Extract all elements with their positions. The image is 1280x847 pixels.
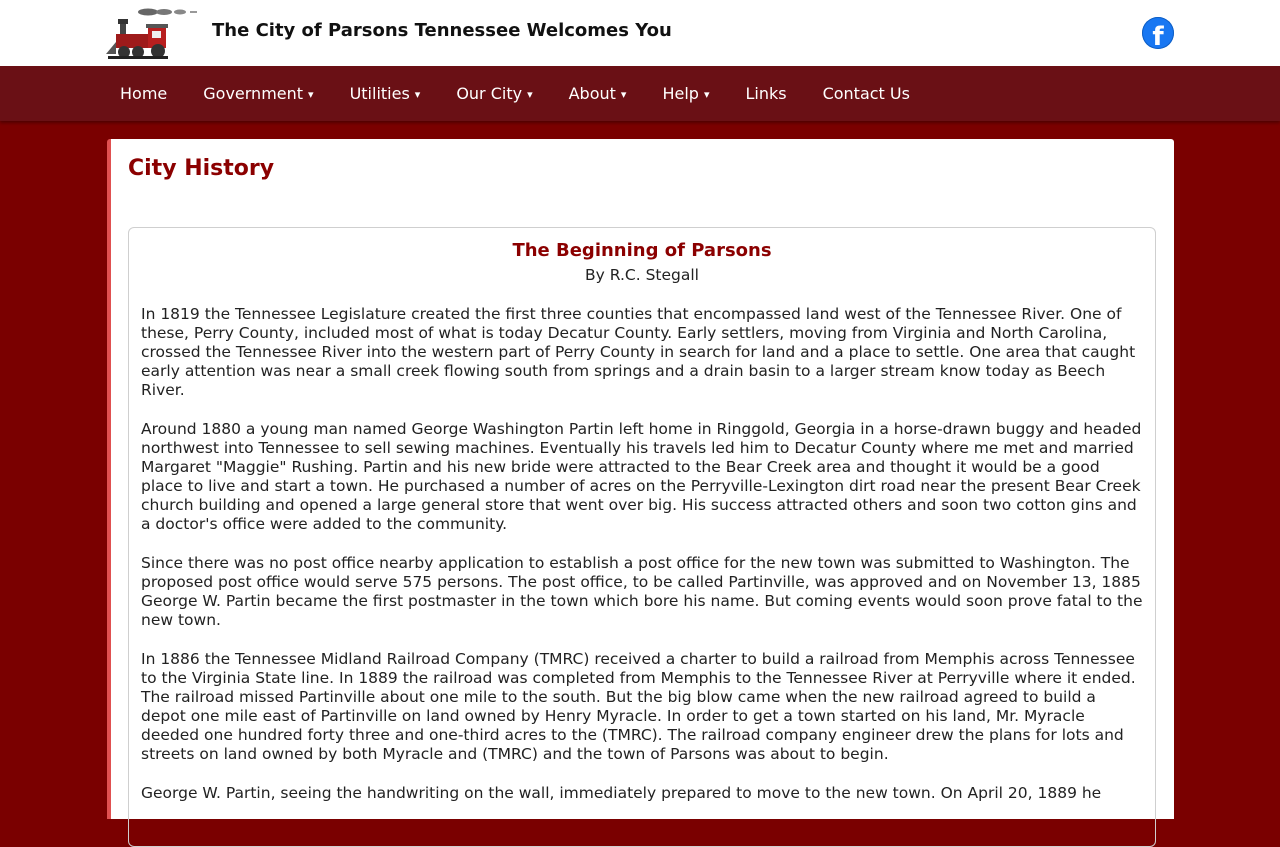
facebook-icon[interactable] bbox=[1142, 17, 1174, 49]
nav-links[interactable] bbox=[727, 84, 804, 103]
nav-contact-us[interactable] bbox=[805, 84, 928, 103]
nav-about-label: About bbox=[568, 84, 616, 103]
chevron-down-icon: ▾ bbox=[414, 88, 421, 101]
nav-utilities[interactable] bbox=[332, 84, 439, 103]
article-paragraph: In 1886 the Tennessee Midland Railroad Company (TMRC) received a charter to build a railroad from Memphis across Tennessee to the Virginia State line. In 1889 the railroad was completed from Memphis to the Tennessee River at Perryville where it ended. The railroad missed Partinville about one mile to the south. But the big blow came when the new railroad agreed to build a depot one mile east of Partinville on land owned by Henry Myracle. In order to get a town started on his land, Mr. Myracle deeded one hundred forty three and one-third acres to the (TMRC). The railroad company engineer drew the plans for lots and streets on land owned by both Myracle and (TMRC) and the town of Parsons was about to begin. bbox=[141, 650, 1136, 763]
article-card bbox=[128, 227, 1156, 847]
facebook-glyph: f bbox=[1152, 22, 1164, 49]
page-title: City History bbox=[128, 156, 275, 181]
nav-utilities-label: Utilities bbox=[349, 84, 410, 103]
chevron-down-icon: ▾ bbox=[703, 88, 710, 101]
nav-help-label: Help bbox=[662, 84, 699, 103]
nav-links-label: Links bbox=[745, 84, 787, 103]
nav-home[interactable] bbox=[102, 84, 185, 103]
nav-contact-us-label: Contact Us bbox=[822, 84, 910, 103]
article-paragraph: Around 1880 a young man named George Washington Partin left home in Ringgold, Georgia in a horse-drawn buggy and headed northwest into Tennessee to sell sewing machines. Eventually his travels led him to Decatur County where me met and married Margaret "Maggie" Rushing. Partin and his new bride were attracted to the Bear Creek area and thought it would be a good place to live and start a town. He purchased a number of acres on the Perryville-Lexington dirt road near the present Bear Creek church building and opened a large general store that went over big. His success attracted others and soon two cotton gins and a doctor's office were added to the community. bbox=[141, 420, 1142, 533]
nav-about[interactable] bbox=[551, 84, 645, 103]
chevron-down-icon: ▾ bbox=[620, 88, 627, 101]
article-byline: By R.C. Stegall bbox=[585, 266, 699, 284]
nav-home-label: Home bbox=[120, 84, 168, 103]
article-paragraph: Since there was no post office nearby application to establish a post office for the new town was submitted to Washington. The proposed post office would serve 575 persons. The post office, to be called Partinville, was approved and on November 13, 1885 George W. Partin became the first postmaster in the town which bore his name. But coming events would soon prove fatal to the new town. bbox=[141, 554, 1143, 629]
article-paragraph: George W. Partin, seeing the handwriting on the wall, immediately prepared to move to the new town. On April 20, 1889 he bbox=[141, 784, 1102, 802]
nav-government-label: Government bbox=[203, 84, 304, 103]
article-title: The Beginning of Parsons bbox=[512, 240, 772, 261]
chevron-down-icon: ▾ bbox=[308, 88, 314, 101]
article-paragraph: In 1819 the Tennessee Legislature created the first three counties that encompassed land west of the Tennessee River. One of these, Perry County, included most of what is today Decatur County. Early settlers, moving from Virginia and North Carolina, crossed the Tennessee River into the western part of Perry County in search for land and a place to settle. One area that caught early attention was near a small creek flowing south from springs and a drain basin to a larger stream know today as Beech River. bbox=[141, 305, 1136, 399]
site-header bbox=[0, 0, 1280, 66]
site-title: The City of Parsons Tennessee Welcomes You bbox=[212, 20, 672, 41]
nav-our-city[interactable] bbox=[438, 84, 550, 103]
nav-government[interactable] bbox=[185, 84, 331, 103]
chevron-down-icon: ▾ bbox=[527, 88, 533, 101]
nav-help[interactable] bbox=[644, 84, 727, 103]
content-panel bbox=[107, 139, 1174, 819]
nav-our-city-label: Our City bbox=[456, 84, 523, 103]
train-icon[interactable] bbox=[104, 6, 200, 60]
main-nav bbox=[0, 66, 1280, 121]
